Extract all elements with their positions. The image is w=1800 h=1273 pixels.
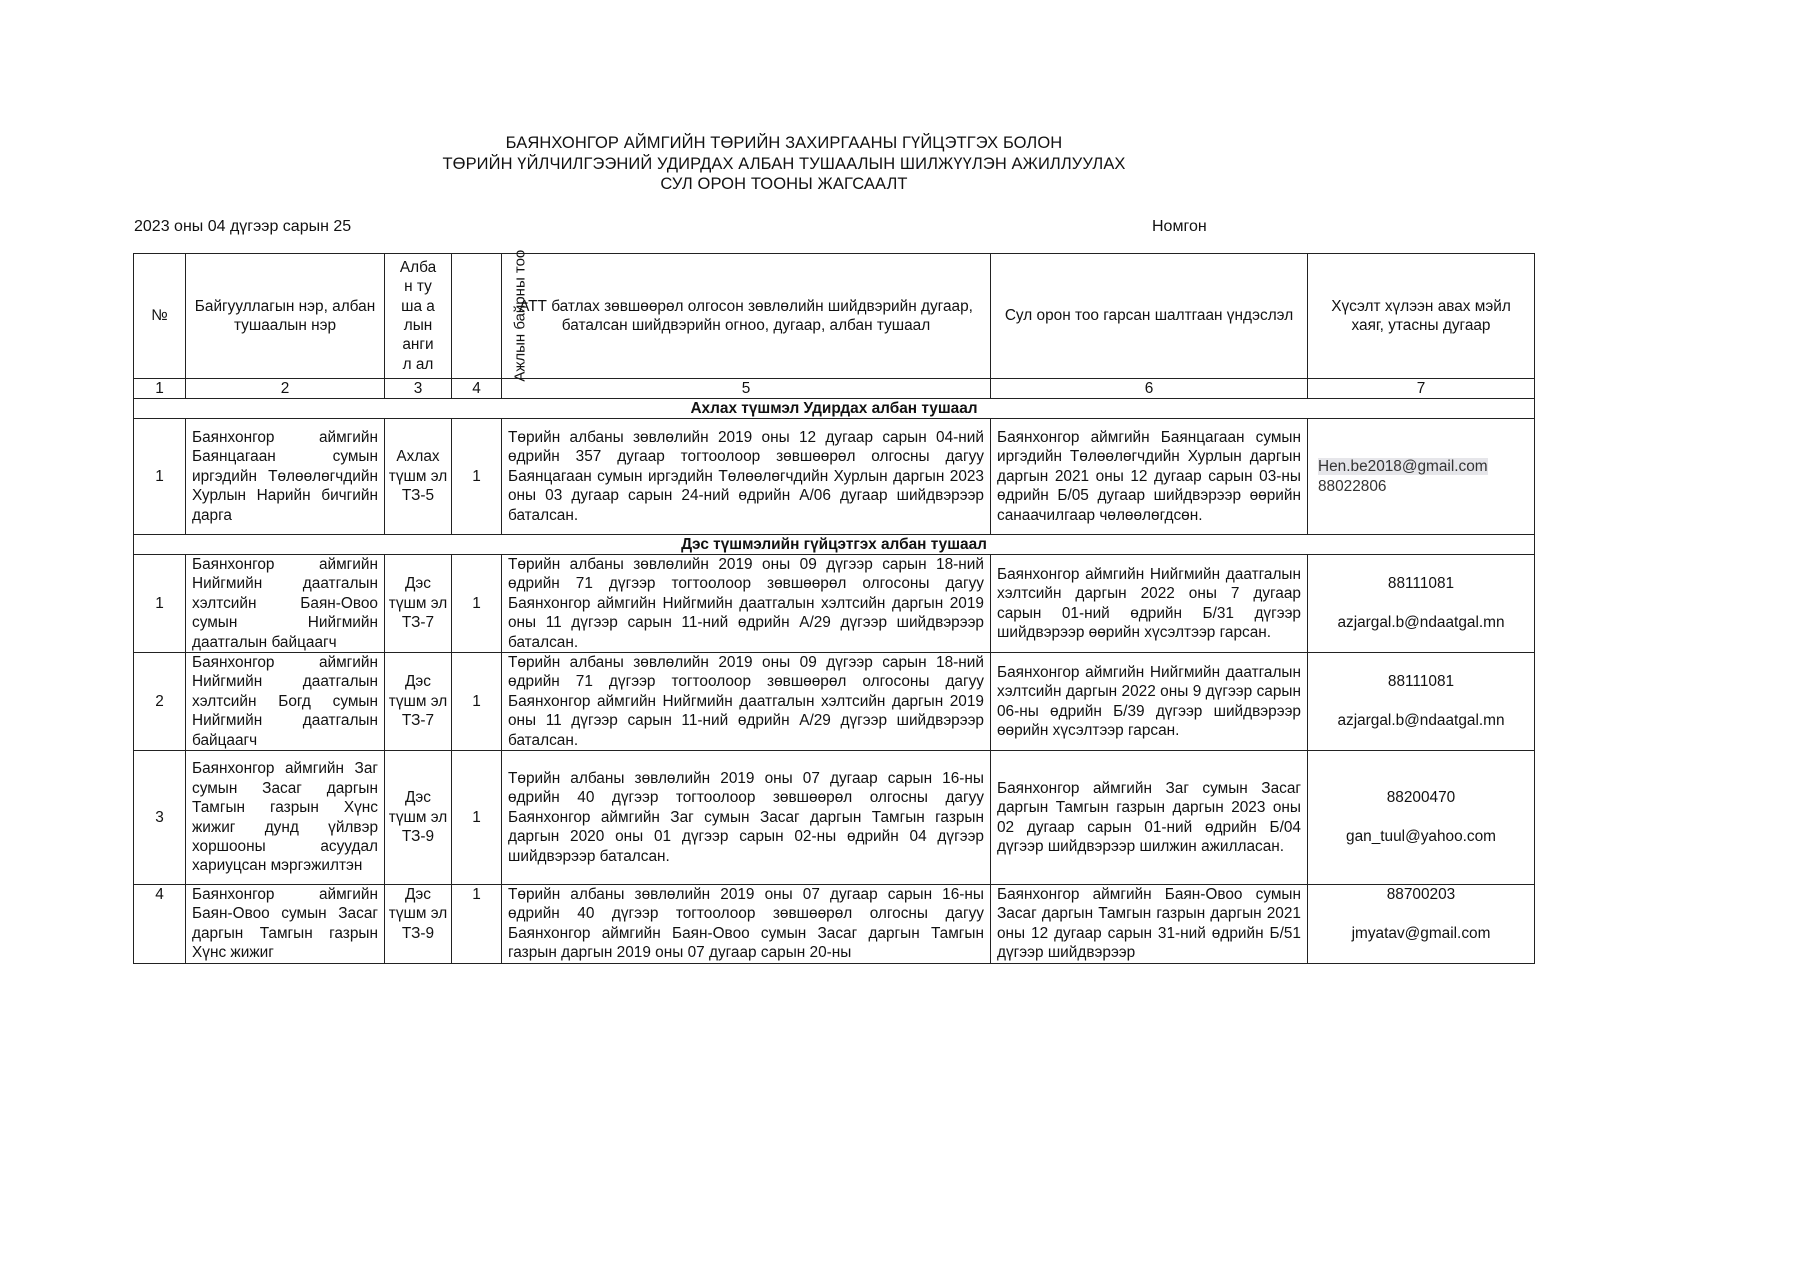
contact-phone: 88022806	[1318, 477, 1387, 495]
document-title	[0, 133, 1568, 195]
col-number: 1	[134, 379, 186, 399]
table-header-row	[134, 254, 1535, 379]
row-org: Баянхонгор аймгийн Нийгмийн даатгалын хэлтсийн Богд сумын Нийгмийн даатгалын байцаагч	[186, 653, 385, 751]
contact-phone: 88111081	[1387, 673, 1455, 691]
header-reason: Сул орон тоо гарсан шалтгаан үндэслэл	[991, 254, 1308, 379]
table-row	[134, 885, 1535, 964]
row-count: 1	[452, 653, 502, 751]
col-number: 4	[452, 379, 502, 399]
contact-email[interactable]: jmyatav@gmail.com	[1351, 924, 1491, 942]
contact-phone: 88200470	[1386, 789, 1456, 807]
title-line-2: ТӨРИЙН ҮЙЛЧИЛГЭЭНИЙ УДИРДАХ АЛБАН ТУШААЛЫН ШИЛЖҮҮЛЭН АЖИЛЛУУЛАХ	[442, 154, 1126, 173]
contact-phone: 88111081	[1387, 575, 1455, 593]
row-approval: Төрийн албаны зөвлөлийн 2019 оны 12 дугаар сарын 04-ний өдрийн 357 дугаар тогтоолоор зөвшөөрөл олгосны дагуу Баянцагаан сумын иргэдийн Төлөөлөгчдийн Хурлын даргын 2023 оны 03 дугаар сарын 24-ний өдрийн А/06 дугаар шийдвэрээр баталсан.	[502, 419, 991, 535]
row-reason: Баянхонгор аймгийн Заг сумын Засаг даргын Тамгын газрын даргын 2023 оны 02 дугаар сарын 01-ний өдрийн Б/04 дүгээр шийдвэрээр шилжин ажилласан.	[991, 751, 1308, 885]
row-org: Баянхонгор аймгийн Заг сумын Засаг даргын Тамгын газрын Хүнс жижиг дунд үйлвэр хоршооны асуудал хариуцсан мэргэжилтэн	[186, 751, 385, 885]
header-count-text: Ажлын байрны тоо	[511, 250, 529, 382]
col-number: 7	[1308, 379, 1535, 399]
col-number: 2	[186, 379, 385, 399]
contact-email[interactable]: azjargal.b@ndaatgal.mn	[1337, 614, 1505, 632]
col-number: 6	[991, 379, 1308, 399]
header-no: №	[134, 254, 186, 379]
row-contact	[1308, 653, 1535, 751]
row-contact	[1308, 885, 1535, 964]
document-place: Номгон	[1152, 218, 1207, 235]
row-count: 1	[452, 555, 502, 653]
row-reason: Баянхонгор аймгийн Нийгмийн даатгалын хэлтсийн даргын 2022 оны 9 дүгээр сарын 06-ны өдрийн Б/39 дүгээр шийдвэрээр өөрийн хүсэлтээр гарсан.	[991, 653, 1308, 751]
table-row	[134, 419, 1535, 535]
header-class	[385, 254, 452, 379]
row-org: Баянхонгор аймгийн Баянцагаан сумын иргэдийн Төлөөлөгчдийн Хурлын Нарийн бичгийн дарга	[186, 419, 385, 535]
section-header-row	[134, 535, 1535, 555]
section-header-row	[134, 399, 1535, 419]
row-count: 1	[452, 751, 502, 885]
row-no: 4	[134, 885, 186, 964]
contact-email[interactable]: gan_tuul@yahoo.com	[1346, 828, 1496, 846]
header-class-text: Алба н туша алын ангил ал	[399, 258, 437, 373]
row-reason: Баянхонгор аймгийн Баянцагаан сумын иргэдийн Төлөөлөгчдийн Хурлын даргын даргын 2021 оны 12 дугаар сарын 03-ны өдрийн Б/05 дугаар шийдвэрээр өөрийн санаачилгаар чөлөөлөгдсөн.	[991, 419, 1308, 535]
row-no: 3	[134, 751, 186, 885]
title-line-3: СУЛ ОРОН ТООНЫ ЖАГСААЛТ	[660, 175, 908, 193]
header-contact: Хүсэлт хүлээн авах мэйл хаяг, утасны дугаар	[1308, 254, 1535, 379]
row-class: Дэс түшм эл ТЗ-9	[385, 885, 452, 964]
contact-phone: 88700203	[1386, 886, 1456, 904]
col-number: 5	[502, 379, 991, 399]
header-approval: АТТ батлах зөвшөөрөл олгосон зөвлөлийн шийдвэрийн дугаар, баталсан шийдвэрийн огноо, дугаар, албан тушаал	[502, 254, 991, 379]
contact-email-link[interactable]: Hen.be2018@gmail.com	[1318, 458, 1488, 476]
document-date: 2023 оны 04 дүгээр сарын 25	[134, 218, 352, 235]
row-approval: Төрийн албаны зөвлөлийн 2019 оны 09 дүгээр сарын 18-ний өдрийн 71 дүгээр тогтоолоор зөвшөөрөл олгосоны дагуу Баянхонгор аймгийн Нийгмийн даатгалын хэлтсийн даргын 2019 оны 11 дүгээр сарын 11-ний өдрийн А/29 дүгээр шийдвэрээр баталсан.	[502, 555, 991, 653]
row-no: 2	[134, 653, 186, 751]
row-org: Баянхонгор аймгийн Нийгмийн даатгалын хэлтсийн Баян-Овоо сумын Нийгмийн даатгалын байцаагч	[186, 555, 385, 653]
row-count: 1	[452, 419, 502, 535]
column-number-row	[134, 379, 1535, 399]
header-count	[452, 250, 529, 382]
row-class: Дэс түшм эл ТЗ-7	[385, 653, 452, 751]
row-approval: Төрийн албаны зөвлөлийн 2019 оны 09 дүгээр сарын 18-ний өдрийн 71 дүгээр тогтоолоор зөвшөөрөл олгосоны дагуу Баянхонгор аймгийн Нийгмийн даатгалын хэлтсийн даргын 2019 оны 11 дүгээр сарын 11-ний өдрийн А/29 дүгээр шийдвэрээр баталсан.	[502, 653, 991, 751]
row-class: Ахлах түшм эл ТЗ-5	[385, 419, 452, 535]
contact-email[interactable]: azjargal.b@ndaatgal.mn	[1337, 712, 1505, 730]
title-line-1: БАЯНХОНГОР АЙМГИЙН ТӨРИЙН ЗАХИРГААНЫ ГҮЙЦЭТГЭХ БОЛОН	[505, 134, 1063, 152]
col-number: 3	[385, 379, 452, 399]
row-no: 1	[134, 419, 186, 535]
table-row	[134, 751, 1535, 885]
row-class: Дэс түшм эл ТЗ-9	[385, 751, 452, 885]
row-count: 1	[452, 885, 502, 964]
row-contact	[1308, 751, 1535, 885]
table-row	[134, 555, 1535, 653]
row-class: Дэс түшм эл ТЗ-7	[385, 555, 452, 653]
row-contact	[1308, 419, 1535, 535]
vacancy-table	[133, 250, 1535, 964]
row-org: Баянхонгор аймгийн Баян-Овоо сумын Засаг даргын Тамгын газрын Хүнс жижиг	[186, 885, 385, 964]
row-approval: Төрийн албаны зөвлөлийн 2019 оны 07 дугаар сарын 16-ны өдрийн 40 дүгээр тогтоолоор зөвшөөрөл олгосны дагуу Баянхонгор аймгийн Заг сумын Засаг даргын Тамгын газрын даргын 2020 оны 01 дүгээр сарын 02-ны өдрийн 04 дүгээр шийдвэрээр баталсан.	[502, 751, 991, 885]
header-org: Байгууллагын нэр, албан тушаалын нэр	[186, 254, 385, 379]
row-contact	[1308, 555, 1535, 653]
row-reason: Баянхонгор аймгийн Нийгмийн даатгалын хэлтсийн даргын 2022 оны 7 дугаар сарын 01-ний өдрийн Б/31 дүгээр шийдвэрээр өөрийн хүсэлтээр гарсан.	[991, 555, 1308, 653]
section-title: Дэс түшмэлийн гүйцэтгэх албан тушаал	[134, 535, 1535, 555]
row-reason: Баянхонгор аймгийн Баян-Овоо сумын Засаг даргын Тамгын газрын даргын 2021 оны 12 дугаар сарын 31-ний өдрийн Б/51 дүгээр шийдвэрээр	[991, 885, 1308, 964]
row-approval: Төрийн албаны зөвлөлийн 2019 оны 07 дугаар сарын 16-ны өдрийн 40 дүгээр тогтоолоор зөвшөөрөл олгосны дагуу Баянхонгор аймгийн Баян-Овоо сумын Засаг даргын Тамгын газрын даргын 2019 оны 07 дугаар сарын 20-ны	[502, 885, 991, 964]
table-row	[134, 653, 1535, 751]
section-title: Ахлах түшмэл Удирдах албан тушаал	[134, 399, 1535, 419]
row-no: 1	[134, 555, 186, 653]
